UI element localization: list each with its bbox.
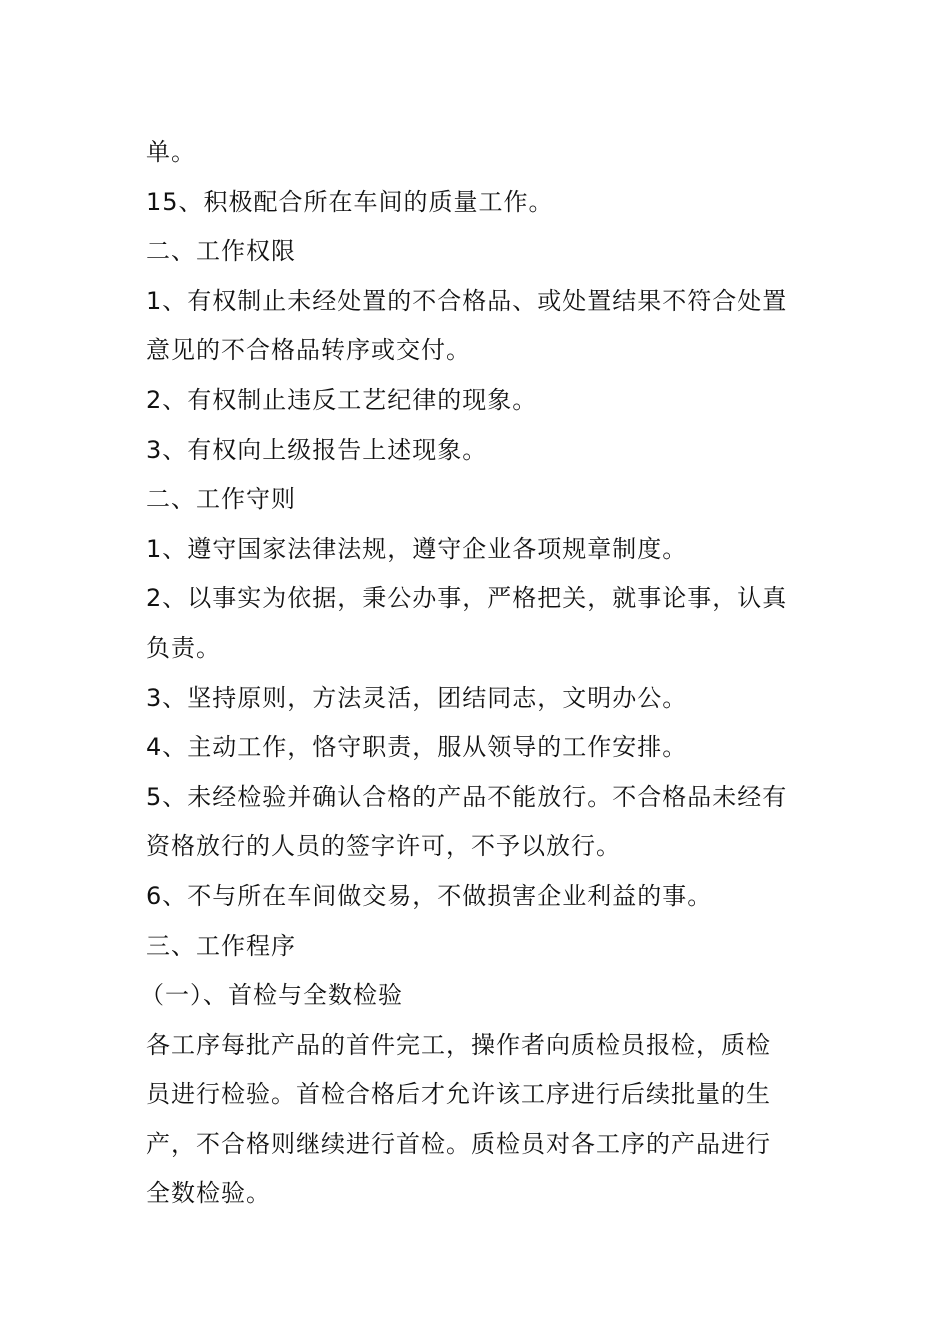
text-line: 产，不合格则继续进行首检。质检员对各工序的产品进行 — [146, 1129, 771, 1158]
subsection-heading: （一）、首检与全数检验 — [140, 981, 403, 1010]
text-line: 1、有权制止未经处置的不合格品、或处置结果不符合处置 — [146, 286, 788, 315]
text-line: 5、未经检验并确认合格的产品不能放行。不合格品未经有 — [146, 782, 788, 811]
text-line: 意见的不合格品转序或交付。 — [146, 336, 471, 365]
text-line: 各工序每批产品的首件完工，操作者向质检员报检，质检 — [146, 1030, 771, 1059]
section-heading: 二、工作守则 — [146, 485, 296, 514]
text-line: 负责。 — [146, 633, 221, 662]
text-line: 6、不与所在车间做交易，不做损害企业利益的事。 — [146, 881, 713, 910]
section-heading: 二、工作权限 — [146, 237, 296, 266]
document-body — [140, 128, 808, 1219]
text-line: 4、主动工作，恪守职责，服从领导的工作安排。 — [146, 733, 688, 762]
text-line: 1、遵守国家法律法规，遵守企业各项规章制度。 — [146, 534, 688, 563]
text-line: 2、有权制止违反工艺纪律的现象。 — [146, 385, 538, 414]
text-line: 资格放行的人员的签字许可，不予以放行。 — [146, 832, 621, 861]
section-heading: 三、工作程序 — [146, 931, 296, 960]
text-line: 单。 — [146, 138, 196, 166]
text-line: 3、坚持原则，方法灵活，团结同志，文明办公。 — [146, 683, 688, 712]
text-line: 全数检验。 — [146, 1179, 271, 1208]
text-line: 15、积极配合所在车间的质量工作。 — [146, 187, 554, 216]
text-line: 2、以事实为依据，秉公办事，严格把关，就事论事，认真 — [146, 584, 788, 613]
text-line: 3、有权向上级报告上述现象。 — [146, 435, 488, 464]
text-line: 员进行检验。首检合格后才允许该工序进行后续批量的生 — [146, 1080, 771, 1109]
